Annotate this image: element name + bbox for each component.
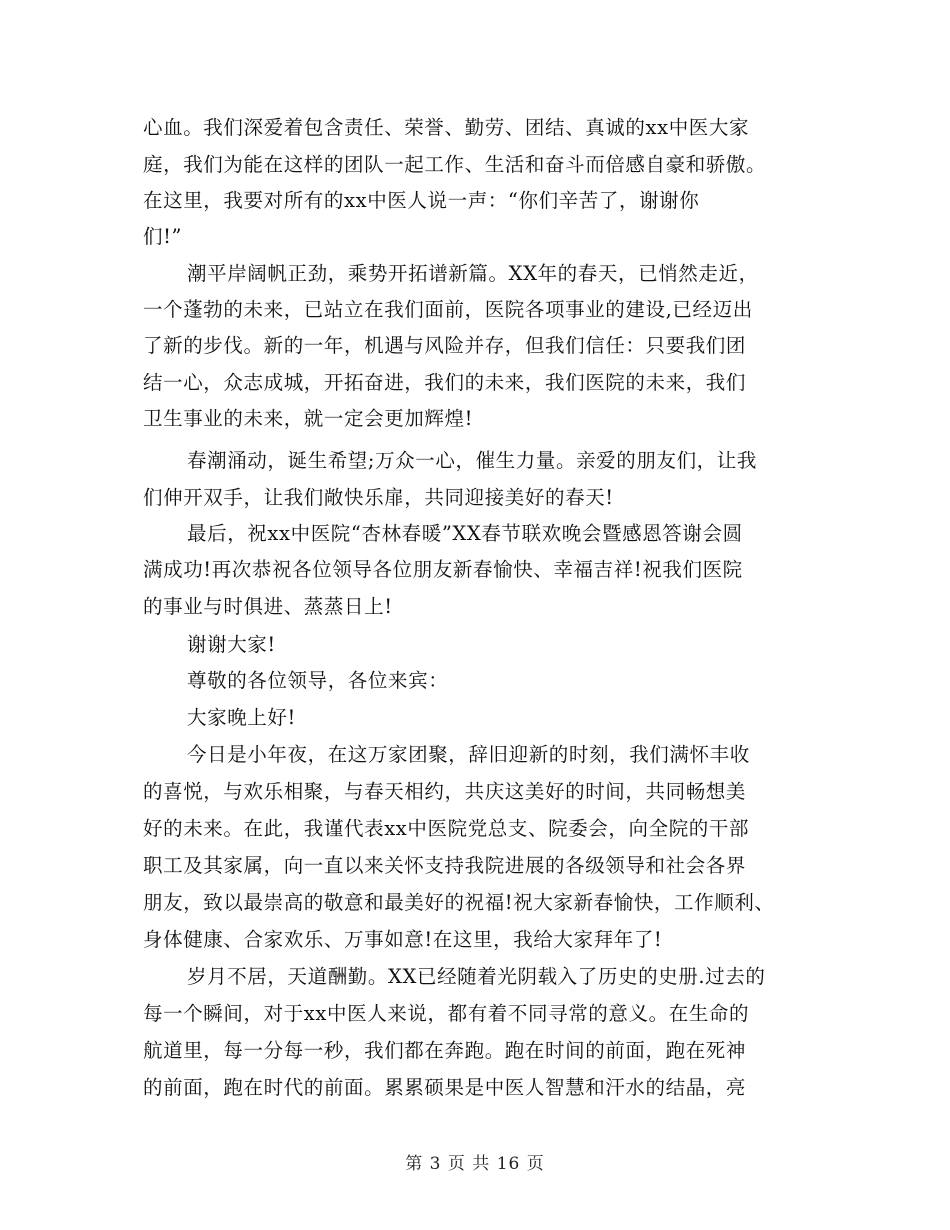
text-line: 潮平岸阔帆正劲，乘势开拓谱新篇。XX年的春天，已悄然走近，	[187, 262, 759, 285]
text-line: 心血。我们深爱着包含责任、荣誉、勤劳、团结、真诚的xx中医大家	[143, 116, 750, 139]
text-line: 们伸开双手，让我们敞快乐扉，共同迎接美好的春天!	[143, 486, 614, 509]
text-line: 了新的步伐。新的一年，机遇与风险并存，但我们信任：只要我们团	[143, 334, 747, 357]
text-line: 今日是小年夜，在这万家团聚，辞旧迎新的时刻，我们满怀丰收	[187, 743, 750, 766]
text-line: 一个蓬勃的未来，已站立在我们面前，医院各项事业的建设,已经迈出	[143, 298, 753, 321]
text-line: 的前面，跑在时代的前面。累累硕果是中医人智慧和汗水的结晶，亮	[143, 1076, 747, 1099]
page-number-footer: 第 3 页 共 16 页	[405, 1154, 545, 1174]
text-line: 朋友，致以最崇高的敬意和最美好的祝福!祝大家新春愉快，工作顺利、	[143, 891, 775, 914]
text-line: 满成功!再次恭祝各位领导各位朋友新春愉快、幸福吉祥!祝我们医院	[143, 558, 743, 581]
text-line: 尊敬的各位领导，各位来宾：	[187, 669, 449, 692]
text-line: 庭，我们为能在这样的团队一起工作、生活和奋斗而倍感自豪和骄傲。	[143, 153, 767, 176]
text-line: 最后，祝xx中医院“杏林春暖”XX春节联欢晚会暨感恩答谢会圆	[187, 522, 743, 545]
text-line: 的事业与时俱进、蒸蒸日上!	[143, 595, 393, 618]
text-line: 的喜悦，与欢乐相聚，与春天相约，共庆这美好的时间，共同畅想美	[143, 780, 747, 803]
text-line: 好的未来。在此，我谨代表xx中医院党总支、院委会，向全院的干部	[143, 817, 750, 840]
text-line: 大家晚上好!	[187, 706, 296, 729]
text-line: 谢谢大家!	[187, 633, 276, 656]
text-line: 身体健康、合家欢乐、万事如意!在这里，我给大家拜年了!	[143, 928, 663, 951]
text-line: 卫生事业的未来，就一定会更加辉煌!	[143, 407, 474, 430]
text-line: 在这里，我要对所有的xx中医人说一声：“你们辛苦了，谢谢你	[143, 189, 700, 212]
text-line: 春潮涌动，诞生希望;万众一心，催生力量。亲爱的朋友们，让我	[187, 449, 757, 472]
text-line: 职工及其家属，向一直以来关怀支持我院进展的各级领导和社会各界	[143, 854, 747, 877]
text-line: 结一心，众志成城，开拓奋进，我们的未来，我们医院的未来，我们	[143, 371, 747, 394]
text-line: 岁月不居，天道酬勤。XX已经随着光阴载入了历史的史册.过去的	[187, 965, 766, 988]
text-line: 们!”	[143, 225, 183, 248]
text-line: 航道里，每一分每一秒，我们都在奔跑。跑在时间的前面，跑在死神	[143, 1039, 747, 1062]
text-line: 每一个瞬间，对于xx中医人来说，都有着不同寻常的意义。在生命的	[143, 1002, 750, 1025]
